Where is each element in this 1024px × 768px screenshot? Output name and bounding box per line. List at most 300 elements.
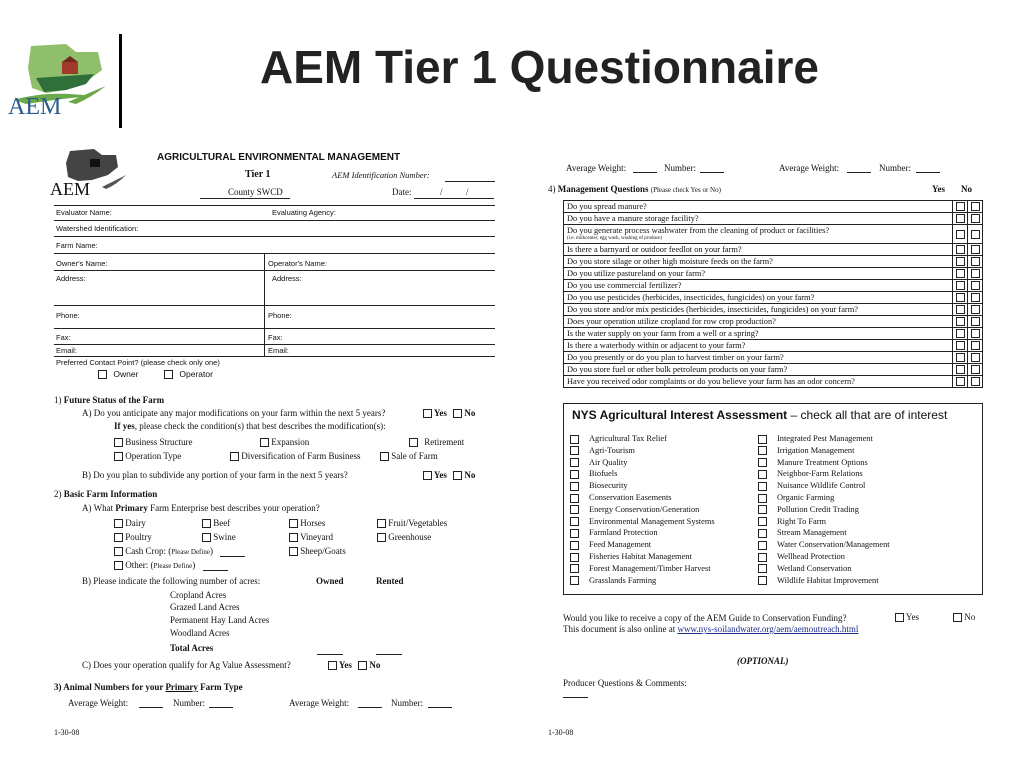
interest-option[interactable] bbox=[758, 446, 854, 456]
option-label: Wetland Conservation bbox=[777, 563, 852, 573]
section-1-heading bbox=[54, 395, 164, 405]
number-label: Number: bbox=[879, 163, 911, 173]
question-cell bbox=[564, 292, 953, 304]
question-cell bbox=[564, 364, 953, 376]
form-tier: Tier 1 bbox=[245, 169, 271, 180]
owner-email-field[interactable]: Email: bbox=[56, 346, 77, 355]
online-link[interactable]: www.nys-soilandwater.org/aem/aemoutreach.html bbox=[677, 624, 859, 634]
question-cell bbox=[564, 280, 953, 292]
interest-option[interactable] bbox=[758, 469, 863, 479]
checkbox[interactable] bbox=[570, 553, 579, 562]
checkbox[interactable] bbox=[758, 576, 767, 585]
checkbox-no[interactable] bbox=[971, 353, 980, 362]
checkbox[interactable] bbox=[114, 533, 123, 542]
checkbox-no[interactable] bbox=[971, 269, 980, 278]
checkbox[interactable] bbox=[230, 452, 239, 461]
left-footer-date: 1-30-08 bbox=[54, 728, 80, 737]
question-text: Does your operation utilize cropland for row crop production? bbox=[567, 316, 776, 326]
operator-phone-field[interactable]: Phone: bbox=[268, 311, 292, 320]
checkbox[interactable] bbox=[758, 458, 767, 467]
comments-line[interactable] bbox=[563, 697, 588, 698]
checkbox[interactable] bbox=[758, 529, 767, 538]
checkbox-yes[interactable] bbox=[956, 353, 965, 362]
owner-name-field[interactable]: Owner's Name: bbox=[56, 259, 108, 268]
section-note: (Please check Yes or No) bbox=[650, 186, 721, 194]
option-label: Forest Management/Timber Harvest bbox=[589, 563, 711, 573]
online-text: This document is also online at bbox=[563, 624, 678, 634]
question-text: Is the water supply on your farm from a well or a spring? bbox=[567, 328, 759, 338]
checkbox[interactable] bbox=[377, 533, 386, 542]
checkbox-yes[interactable] bbox=[956, 269, 965, 278]
question-cell bbox=[564, 376, 953, 388]
option-label: Pollution Credit Trading bbox=[777, 504, 859, 514]
option-label: Energy Conservation/Generation bbox=[589, 504, 700, 514]
enterprise-option[interactable] bbox=[114, 518, 146, 528]
option-label: Stream Management bbox=[777, 528, 847, 538]
option-label: Neighbor-Farm Relations bbox=[777, 469, 863, 479]
answer-no-cell bbox=[968, 225, 983, 244]
option-note: Please Define bbox=[153, 562, 193, 570]
question-subnote: (i.e. milkcenter, egg wash, washing of produce) bbox=[567, 236, 663, 241]
answer-yes-cell bbox=[953, 201, 968, 213]
number-line[interactable] bbox=[209, 707, 233, 708]
checkbox[interactable] bbox=[570, 541, 579, 550]
answer-yes-cell bbox=[953, 328, 968, 340]
checkbox[interactable] bbox=[114, 438, 123, 447]
checkbox[interactable] bbox=[570, 494, 579, 503]
interest-option[interactable] bbox=[758, 458, 868, 468]
checkbox-no[interactable] bbox=[971, 230, 980, 239]
answer-yes-cell bbox=[953, 280, 968, 292]
operator-email-field[interactable]: Email: bbox=[268, 346, 289, 355]
question-bold: Primary bbox=[115, 503, 148, 513]
interest-option[interactable] bbox=[758, 576, 879, 586]
answer-yes-cell bbox=[953, 340, 968, 352]
slide-title: AEM Tier 1 Questionnaire bbox=[260, 41, 819, 93]
mod-option[interactable] bbox=[409, 437, 464, 447]
option-label: Dairy bbox=[125, 518, 146, 528]
contact-operator-option[interactable] bbox=[164, 369, 213, 379]
question-row bbox=[564, 364, 983, 376]
question-text: Do you use commercial fertilizer? bbox=[567, 280, 682, 290]
checkbox-yes[interactable] bbox=[956, 202, 965, 211]
slide-logo-text: AEM bbox=[8, 94, 62, 120]
checkbox-no[interactable] bbox=[971, 214, 980, 223]
option-label: Fruit/Vegetables bbox=[388, 518, 448, 528]
management-questions-table bbox=[563, 200, 983, 388]
checkbox[interactable] bbox=[570, 482, 579, 491]
interest-title bbox=[572, 408, 947, 422]
checkbox-yes[interactable] bbox=[956, 305, 965, 314]
farm-name-field[interactable]: Farm Name: bbox=[56, 241, 98, 250]
section-title: Farm Type bbox=[197, 682, 243, 692]
checkbox[interactable] bbox=[409, 438, 418, 447]
checkbox-yes[interactable] bbox=[423, 471, 432, 480]
checkbox-no[interactable] bbox=[971, 341, 980, 350]
checkbox[interactable] bbox=[289, 519, 298, 528]
question-text: Do you generate process washwater from the cleaning of product or facilities? bbox=[567, 226, 830, 235]
enterprise-other[interactable] bbox=[114, 560, 195, 570]
option-label: Irrigation Management bbox=[777, 445, 855, 455]
enterprise-option[interactable] bbox=[289, 518, 325, 528]
answer-yes-cell bbox=[953, 376, 968, 388]
mod-option[interactable] bbox=[114, 451, 181, 461]
interest-option[interactable] bbox=[570, 505, 699, 515]
option-label: Sale of Farm bbox=[391, 451, 438, 461]
question-text: Do you store silage or other high moisture feeds on the farm? bbox=[567, 256, 773, 266]
date-separator: / bbox=[466, 187, 469, 197]
interest-option[interactable] bbox=[570, 540, 651, 550]
option-label: Sheep/Goats bbox=[300, 546, 346, 556]
checkbox-no[interactable] bbox=[358, 661, 367, 670]
option-label: ) bbox=[209, 546, 213, 556]
checkbox[interactable] bbox=[98, 370, 107, 379]
interest-option[interactable] bbox=[758, 505, 859, 515]
acre-row-label: Woodland Acres bbox=[170, 628, 230, 638]
no-label: No bbox=[369, 660, 381, 670]
checkbox-yes[interactable] bbox=[328, 661, 337, 670]
watershed-id-field[interactable]: Watershed Identification: bbox=[56, 224, 139, 233]
question-cell bbox=[564, 201, 953, 213]
checkbox[interactable] bbox=[377, 519, 386, 528]
checkbox-no[interactable] bbox=[971, 202, 980, 211]
question-row bbox=[564, 340, 983, 352]
checkbox-no[interactable] bbox=[971, 317, 980, 326]
answer-no-cell bbox=[968, 292, 983, 304]
checkbox[interactable] bbox=[380, 452, 389, 461]
owner-address-field[interactable]: Address: bbox=[56, 274, 86, 283]
interest-option[interactable] bbox=[570, 576, 656, 586]
checkbox-yes[interactable] bbox=[956, 317, 965, 326]
option-label: Integrated Pest Management bbox=[777, 434, 873, 443]
enterprise-option[interactable] bbox=[114, 532, 152, 542]
checkbox[interactable] bbox=[758, 470, 767, 479]
checkbox[interactable] bbox=[758, 564, 767, 573]
if-yes-instruction bbox=[114, 421, 386, 431]
interest-option[interactable] bbox=[570, 517, 715, 527]
section-2-heading bbox=[54, 489, 157, 499]
form-column-divider bbox=[264, 253, 265, 356]
checkbox[interactable] bbox=[570, 435, 579, 444]
checkbox-no[interactable] bbox=[971, 257, 980, 266]
contact-point-label: Preferred Contact Point? (please check only one) bbox=[56, 358, 220, 367]
enterprise-option[interactable] bbox=[289, 546, 346, 556]
checkbox[interactable] bbox=[164, 370, 173, 379]
county-line bbox=[200, 198, 290, 199]
question-row bbox=[564, 292, 983, 304]
option-label: Conservation Easements bbox=[589, 493, 672, 502]
enterprise-option[interactable] bbox=[377, 532, 431, 542]
answer-no-cell bbox=[968, 316, 983, 328]
section-title: Animal Numbers for your bbox=[63, 682, 166, 692]
interest-option[interactable] bbox=[758, 481, 865, 491]
future-q-a bbox=[82, 408, 385, 418]
checkbox[interactable] bbox=[758, 446, 767, 455]
avg-weight-line[interactable] bbox=[847, 172, 871, 173]
evaluating-agency-field[interactable]: Evaluating Agency: bbox=[272, 208, 336, 217]
enterprise-option[interactable] bbox=[377, 518, 447, 528]
checkbox[interactable] bbox=[570, 576, 579, 585]
section-title: Basic Farm Information bbox=[63, 489, 158, 499]
avg-weight-line[interactable] bbox=[633, 172, 657, 173]
checkbox[interactable] bbox=[570, 470, 579, 479]
aem-id-line bbox=[445, 181, 495, 182]
slide-logo bbox=[6, 38, 116, 128]
question-cell bbox=[564, 268, 953, 280]
question-cell bbox=[564, 316, 953, 328]
checkbox[interactable] bbox=[758, 435, 767, 444]
number-line[interactable] bbox=[428, 707, 452, 708]
number-label: Number: bbox=[391, 698, 423, 708]
option-label: Right To Farm bbox=[777, 516, 827, 526]
ag-value-answers bbox=[328, 660, 380, 670]
answer-no-cell bbox=[968, 364, 983, 376]
checkbox-no[interactable] bbox=[971, 377, 980, 386]
checkbox-yes[interactable] bbox=[956, 230, 965, 239]
option-label: Biofuels bbox=[589, 469, 618, 479]
question-text: Do you have a manure storage facility? bbox=[567, 213, 699, 223]
question-row bbox=[564, 304, 983, 316]
checkbox[interactable] bbox=[114, 561, 123, 570]
option-label: Manure Treatment Options bbox=[777, 457, 868, 467]
checkbox-yes[interactable] bbox=[956, 365, 965, 374]
question-row bbox=[564, 316, 983, 328]
answer-no-cell bbox=[968, 268, 983, 280]
answer-no-cell bbox=[968, 376, 983, 388]
question-text: Do you store and/or mix pesticides (herbicides, insecticides, fungicides) on your farm? bbox=[567, 304, 858, 314]
question-row bbox=[564, 280, 983, 292]
question-row bbox=[564, 201, 983, 213]
interest-option[interactable] bbox=[570, 434, 667, 444]
option-label: Nuisance Wildlife Control bbox=[777, 481, 866, 491]
optional-text: (OPTIONAL) bbox=[737, 656, 789, 666]
checkbox-no[interactable] bbox=[971, 365, 980, 374]
enterprise-option[interactable] bbox=[202, 518, 230, 528]
form-rule bbox=[54, 270, 495, 271]
form-rule bbox=[54, 356, 495, 357]
number-label: Number: bbox=[173, 698, 205, 708]
interest-option[interactable] bbox=[570, 564, 711, 574]
guide-no-option[interactable] bbox=[953, 612, 975, 622]
interest-option[interactable] bbox=[570, 469, 617, 479]
rented-header: Rented bbox=[376, 576, 404, 586]
checkbox[interactable] bbox=[758, 494, 767, 503]
acre-row-label: Permanent Hay Land Acres bbox=[170, 615, 270, 625]
total-owned-line[interactable] bbox=[317, 654, 343, 655]
checkbox[interactable] bbox=[114, 519, 123, 528]
contact-owner-option[interactable] bbox=[98, 369, 138, 379]
no-label: No bbox=[464, 470, 476, 480]
number-line[interactable] bbox=[700, 172, 724, 173]
interest-option[interactable] bbox=[570, 493, 672, 503]
avg-weight-label: Average Weight: bbox=[289, 698, 350, 708]
number-line[interactable] bbox=[916, 172, 940, 173]
checkbox-yes[interactable] bbox=[956, 329, 965, 338]
question-cell bbox=[564, 244, 953, 256]
question-cell bbox=[564, 256, 953, 268]
form-rule bbox=[54, 236, 495, 237]
question-row bbox=[564, 244, 983, 256]
no-column-header: No bbox=[961, 184, 972, 194]
checkbox-no[interactable] bbox=[971, 293, 980, 302]
checkbox[interactable] bbox=[570, 517, 579, 526]
mod-option[interactable] bbox=[380, 451, 438, 461]
checkbox[interactable] bbox=[758, 553, 767, 562]
mod-option[interactable] bbox=[230, 451, 360, 461]
guide-question: Would you like to receive a copy of the AEM Guide to Conservation Funding? bbox=[563, 613, 847, 623]
answer-yes-cell bbox=[953, 292, 968, 304]
enterprise-option[interactable] bbox=[202, 532, 236, 542]
option-label: Biosecurity bbox=[589, 481, 628, 491]
question-row bbox=[564, 352, 983, 364]
checkbox[interactable] bbox=[570, 505, 579, 514]
number-label: Number: bbox=[664, 163, 696, 173]
question-text: Have you received odor complaints or do you believe your farm has an odor concern? bbox=[567, 376, 855, 386]
question-text: Do you store fuel or other bulk petroleum products on your farm? bbox=[567, 364, 788, 374]
cash-crop-line[interactable] bbox=[220, 556, 245, 557]
checkbox-yes[interactable] bbox=[956, 245, 965, 254]
interest-option[interactable] bbox=[758, 552, 845, 562]
enterprise-cash-crop[interactable] bbox=[114, 546, 213, 556]
question-cell bbox=[564, 328, 953, 340]
basic-q-a bbox=[82, 503, 320, 513]
mod-option[interactable] bbox=[114, 437, 193, 447]
checkbox[interactable] bbox=[202, 533, 211, 542]
if-yes-text: , please check the condition(s) that best describes the modification(s): bbox=[134, 421, 386, 431]
interest-option[interactable] bbox=[758, 564, 851, 574]
question-row bbox=[564, 213, 983, 225]
interest-option[interactable] bbox=[570, 528, 658, 538]
interest-option[interactable] bbox=[758, 528, 847, 538]
question-row bbox=[564, 328, 983, 340]
answer-no-cell bbox=[968, 328, 983, 340]
form-rule bbox=[54, 253, 495, 254]
interest-option[interactable] bbox=[758, 434, 873, 444]
checkbox[interactable] bbox=[114, 547, 123, 556]
option-label: Environmental Management Systems bbox=[589, 516, 715, 526]
form-org-title: AGRICULTURAL ENVIRONMENTAL MANAGEMENT bbox=[157, 152, 401, 163]
question-text: B) Do you plan to subdivide any portion of your farm in the next 5 years? bbox=[82, 470, 348, 480]
mod-option[interactable] bbox=[260, 437, 309, 447]
owner-fax-field[interactable]: Fax: bbox=[56, 333, 71, 342]
question-text: Do you utilize pastureland on your farm? bbox=[567, 268, 706, 278]
avg-weight-line[interactable] bbox=[139, 707, 163, 708]
date-line[interactable] bbox=[414, 198, 494, 199]
comments-label: Producer Questions & Comments: bbox=[563, 678, 687, 688]
total-acres-label: Total Acres bbox=[170, 643, 214, 653]
answer-yes-cell bbox=[953, 256, 968, 268]
checkbox-yes[interactable] bbox=[956, 257, 965, 266]
interest-option[interactable] bbox=[758, 493, 834, 503]
option-label: Fisheries Habitat Management bbox=[589, 552, 692, 561]
total-rented-line[interactable] bbox=[376, 654, 402, 655]
option-label: Agricultural Tax Relief bbox=[589, 434, 667, 443]
interest-option[interactable] bbox=[570, 481, 628, 491]
checkbox[interactable] bbox=[758, 505, 767, 514]
question-text: A) Do you anticipate any major modifications on your farm within the next 5 years? bbox=[82, 408, 386, 418]
option-label: Horses bbox=[300, 518, 326, 528]
interest-option[interactable] bbox=[570, 446, 635, 456]
checkbox-yes[interactable] bbox=[956, 214, 965, 223]
acre-row-label: Cropland Acres bbox=[170, 590, 227, 600]
checkbox[interactable] bbox=[570, 564, 579, 573]
interest-option[interactable] bbox=[758, 540, 890, 550]
checkbox[interactable] bbox=[758, 517, 767, 526]
interest-subtitle: – check all that are of interest bbox=[790, 408, 948, 422]
form-rule bbox=[54, 205, 495, 206]
checkbox-no[interactable] bbox=[453, 471, 462, 480]
option-label: Water Conservation/Management bbox=[777, 540, 890, 550]
other-line[interactable] bbox=[203, 570, 228, 571]
evaluator-name-field[interactable]: Evaluator Name: bbox=[56, 208, 112, 217]
question-cell bbox=[564, 352, 953, 364]
optional-label bbox=[737, 656, 789, 666]
checkbox[interactable] bbox=[570, 458, 579, 467]
checkbox-yes[interactable] bbox=[423, 409, 432, 418]
checkbox[interactable] bbox=[260, 438, 269, 447]
checkbox-yes[interactable] bbox=[956, 281, 965, 290]
avg-weight-line[interactable] bbox=[358, 707, 382, 708]
right-footer-date: 1-30-08 bbox=[548, 728, 574, 737]
future-q-b bbox=[82, 470, 348, 480]
date-separator: / bbox=[440, 187, 443, 197]
checkbox-no[interactable] bbox=[953, 613, 962, 622]
option-label: Greenhouse bbox=[388, 532, 432, 542]
checkbox-no[interactable] bbox=[971, 329, 980, 338]
checkbox-no[interactable] bbox=[453, 409, 462, 418]
checkbox-yes[interactable] bbox=[956, 293, 965, 302]
yes-label: Yes bbox=[433, 408, 447, 418]
guide-yes-option[interactable] bbox=[895, 612, 919, 622]
interest-option[interactable] bbox=[570, 552, 692, 562]
answer-yes-cell bbox=[953, 316, 968, 328]
avg-weight-label: Average Weight: bbox=[68, 698, 129, 708]
checkbox-no[interactable] bbox=[971, 305, 980, 314]
checkbox[interactable] bbox=[758, 482, 767, 491]
checkbox[interactable] bbox=[202, 519, 211, 528]
checkbox-no[interactable] bbox=[971, 281, 980, 290]
acre-row-label: Grazed Land Acres bbox=[170, 602, 240, 612]
section-3-heading bbox=[54, 682, 243, 692]
enterprise-option[interactable] bbox=[289, 532, 333, 542]
checkbox-yes[interactable] bbox=[956, 341, 965, 350]
checkbox-no[interactable] bbox=[971, 245, 980, 254]
operator-address-field[interactable]: Address: bbox=[272, 274, 302, 283]
question-cell bbox=[564, 213, 953, 225]
checkbox[interactable] bbox=[570, 446, 579, 455]
slide-divider bbox=[119, 34, 122, 128]
interest-option[interactable] bbox=[758, 517, 826, 527]
checkbox-yes[interactable] bbox=[956, 377, 965, 386]
checkbox-yes[interactable] bbox=[895, 613, 904, 622]
interest-option[interactable] bbox=[570, 458, 627, 468]
checkbox[interactable] bbox=[289, 547, 298, 556]
question-row bbox=[564, 225, 983, 244]
yes-label: Yes bbox=[905, 612, 920, 622]
question-text: Do you presently or do you plan to harvest timber on your farm? bbox=[567, 352, 784, 362]
section-title: Future Status of the Farm bbox=[63, 395, 165, 405]
avg-weight-label: Average Weight: bbox=[566, 163, 627, 173]
checkbox[interactable] bbox=[114, 452, 123, 461]
operator-name-field[interactable]: Operator's Name: bbox=[268, 259, 327, 268]
owner-phone-field[interactable]: Phone: bbox=[56, 311, 80, 320]
checkbox[interactable] bbox=[758, 541, 767, 550]
checkbox[interactable] bbox=[289, 533, 298, 542]
operator-fax-field[interactable]: Fax: bbox=[268, 333, 283, 342]
checkbox[interactable] bbox=[570, 529, 579, 538]
yes-label: Yes bbox=[338, 660, 352, 670]
answer-no-cell bbox=[968, 352, 983, 364]
